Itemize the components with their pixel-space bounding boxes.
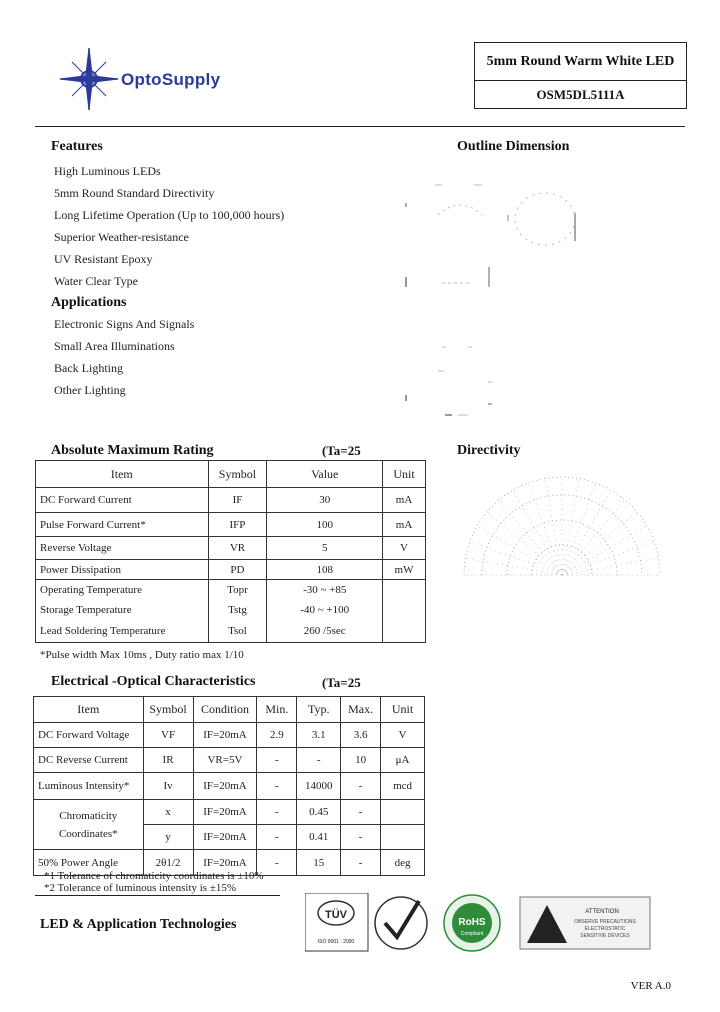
directivity-grid-spoke [477, 526, 562, 575]
table-row [36, 488, 426, 513]
cell-typ: 0.45 [297, 800, 341, 825]
cell-value: 100 [267, 513, 383, 537]
title-box [474, 42, 687, 109]
table-row [36, 513, 426, 537]
directivity-grid-spoke [562, 490, 611, 575]
table-row [36, 600, 426, 620]
table-row [36, 580, 426, 600]
cell-item: Pulse Forward Current* [36, 513, 209, 537]
cell-condition: VR=5V [193, 748, 257, 773]
cell-min: - [257, 773, 297, 800]
directivity-grid-spoke [487, 512, 562, 575]
cell-value: -30 ~ +85 [267, 580, 383, 600]
directivity-grid-arc [464, 477, 660, 575]
cell-unit: V [381, 723, 425, 748]
column-header: Typ. [297, 697, 341, 723]
cell-min: 2.9 [257, 723, 297, 748]
cell-typ: 14000 [297, 773, 341, 800]
esd-line: SENSITIVE DEVICES [580, 933, 630, 939]
table-row [34, 748, 425, 773]
directivity-grid-arc [507, 520, 617, 575]
application-item: Electronic Signs And Signals [54, 317, 195, 331]
cell-symbol: IR [143, 748, 193, 773]
cell-item: Storage Temperature [36, 600, 209, 620]
cell-value: 260 /5sec [267, 620, 383, 643]
column-header: Symbol [208, 461, 267, 488]
cell-symbol: VF [143, 723, 193, 748]
cell-item: DC Forward Current [36, 488, 209, 513]
directivity-grid-spoke [465, 558, 562, 575]
eo-condition: (Ta=25 [322, 675, 361, 690]
column-header: Min. [257, 697, 297, 723]
part-number: OSM5DL5111A [536, 87, 625, 102]
cell-unit [383, 600, 426, 620]
cell-symbol: PD [208, 560, 267, 580]
iso-text: ISO 9001 : 2000 [317, 939, 355, 945]
compliance-check-logo [375, 897, 427, 949]
cell-max: 3.6 [341, 723, 381, 748]
certification-logos [305, 893, 685, 953]
cell-symbol: Topr [208, 580, 267, 600]
cell-min: - [257, 748, 297, 773]
cell-unit: mA [383, 488, 426, 513]
eo-note: *2 Tolerance of luminous intensity is ±15% [44, 882, 237, 894]
product-title: 5mm Round Warm White LED [475, 43, 686, 81]
directivity-grid-spoke [545, 478, 562, 575]
directivity-heading: Directivity [457, 443, 521, 458]
rohs-logo [444, 895, 500, 951]
column-header: Unit [383, 461, 426, 488]
cell-min: - [257, 850, 297, 876]
cell-condition: IF=20mA [193, 800, 257, 825]
cell-unit [381, 825, 425, 850]
cell-value: 108 [267, 560, 383, 580]
cell-unit: μA [381, 748, 425, 773]
tuv-text: TÜV [325, 909, 347, 921]
column-header: Value [267, 461, 383, 488]
column-header: Max. [341, 697, 381, 723]
cell-value: -40 ~ +100 [267, 600, 383, 620]
directivity-grid-spoke [562, 478, 579, 575]
cell-max: 10 [341, 748, 381, 773]
cell-symbol: x [143, 800, 193, 825]
feature-item: 5mm Round Standard Directivity [54, 186, 215, 200]
cell-unit [381, 800, 425, 825]
table-header-row [34, 697, 425, 723]
column-header: Item [36, 461, 209, 488]
rohs-text: RoHS [458, 917, 486, 928]
cell-item: Reverse Voltage [36, 537, 209, 560]
cell-min: - [257, 800, 297, 825]
table-row [34, 723, 425, 748]
table-row [36, 620, 426, 643]
directivity-grid-spoke [562, 500, 625, 575]
table-header-row [36, 461, 426, 488]
tuv-logo [305, 893, 368, 951]
cell-condition: IF=20mA [193, 723, 257, 748]
application-item: Other Lighting [54, 383, 126, 397]
features-heading: Features [51, 139, 103, 154]
esd-title: ATTENTION [585, 909, 619, 915]
directivity-chart [460, 475, 665, 580]
directivity-grid-spoke [499, 500, 562, 575]
cell-unit: mcd [381, 773, 425, 800]
cell-condition: IF=20mA [193, 850, 257, 876]
cell-max: - [341, 850, 381, 876]
cell-typ: 0.41 [297, 825, 341, 850]
cell-item: Lead Soldering Temperature [36, 620, 209, 643]
applications-heading: Applications [51, 295, 127, 310]
cell-typ: 15 [297, 850, 341, 876]
eo-note: *1 Tolerance of chromaticity coordinates is ±10% [44, 870, 264, 882]
cell-chromaticity-label: Chromaticity Coordinates* [34, 800, 144, 850]
column-header: Unit [381, 697, 425, 723]
cell-condition: IF=20mA [193, 773, 257, 800]
application-item: Back Lighting [54, 361, 123, 375]
cell-symbol: Tsol [208, 620, 267, 643]
cell-value: 30 [267, 488, 383, 513]
table-row [36, 537, 426, 560]
cell-max: - [341, 773, 381, 800]
table-row [34, 773, 425, 800]
cell-unit: mW [383, 560, 426, 580]
cell-typ: 3.1 [297, 723, 341, 748]
directivity-grid-spoke [562, 483, 596, 575]
cell-item: Power Dissipation [36, 560, 209, 580]
cell-unit: mA [383, 513, 426, 537]
cell-min: - [257, 825, 297, 850]
directivity-grid-spoke [562, 512, 637, 575]
cell-symbol: Iv [143, 773, 193, 800]
outline-heading: Outline Dimension [457, 139, 570, 154]
cell-value: 5 [267, 537, 383, 560]
brand-name: OptoSupply [121, 70, 221, 89]
application-item: Small Area Illuminations [54, 339, 175, 353]
eo-table [33, 696, 425, 876]
cell-unit: V [383, 537, 426, 560]
cell-symbol: 2θ1/2 [143, 850, 193, 876]
table-row [36, 560, 426, 580]
column-header: Condition [193, 697, 257, 723]
directivity-grid-spoke [562, 526, 647, 575]
company-name: LED & Application Technologies [40, 917, 237, 932]
cell-symbol: IFP [208, 513, 267, 537]
cell-item: DC Reverse Current [34, 748, 144, 773]
cell-max: - [341, 800, 381, 825]
abs-max-footnote: *Pulse width Max 10ms , Duty ratio max 1/10 [40, 649, 244, 661]
cell-item: DC Forward Voltage [34, 723, 144, 748]
version-label: VER A.0 [630, 980, 671, 992]
abs-max-heading: Absolute Maximum Rating [51, 443, 214, 458]
cell-symbol: IF [208, 488, 267, 513]
abs-max-condition: (Ta=25 [322, 443, 361, 458]
directivity-grid-spoke [513, 490, 562, 575]
feature-item: UV Resistant Epoxy [54, 252, 153, 266]
table-row [34, 800, 425, 825]
header-rule [35, 126, 685, 127]
cell-max: - [341, 825, 381, 850]
column-header: Symbol [143, 697, 193, 723]
cell-item: Luminous Intensity* [34, 773, 144, 800]
outline-drawing [400, 175, 590, 425]
cell-item: 50% Power Angle [34, 850, 144, 876]
cell-typ: - [297, 748, 341, 773]
feature-item: Long Lifetime Operation (Up to 100,000 hours) [54, 208, 285, 222]
cell-unit [383, 620, 426, 643]
eo-heading: Electrical -Optical Characteristics [51, 674, 256, 689]
cell-unit: deg [381, 850, 425, 876]
cell-item: Operating Temperature [36, 580, 209, 600]
feature-item: High Luminous LEDs [54, 164, 161, 178]
esd-line: OBSERVE PRECAUTIONS [574, 919, 636, 925]
column-header: Item [34, 697, 144, 723]
esd-attention-label [520, 897, 650, 949]
feature-item: Water Clear Type [54, 274, 138, 288]
feature-item: Superior Weather-resistance [54, 230, 189, 244]
rohs-sub-text: Compliant [460, 931, 484, 937]
directivity-grid-spoke [562, 541, 654, 575]
abs-max-table [35, 460, 426, 643]
cell-symbol: VR [208, 537, 267, 560]
footer-rule [35, 895, 280, 896]
cell-symbol: Tstg [208, 600, 267, 620]
cell-condition: IF=20mA [193, 825, 257, 850]
cell-symbol: y [143, 825, 193, 850]
directivity-grid-spoke [562, 558, 659, 575]
esd-line: ELECTROSTATIC [584, 926, 626, 932]
cell-unit [383, 580, 426, 600]
